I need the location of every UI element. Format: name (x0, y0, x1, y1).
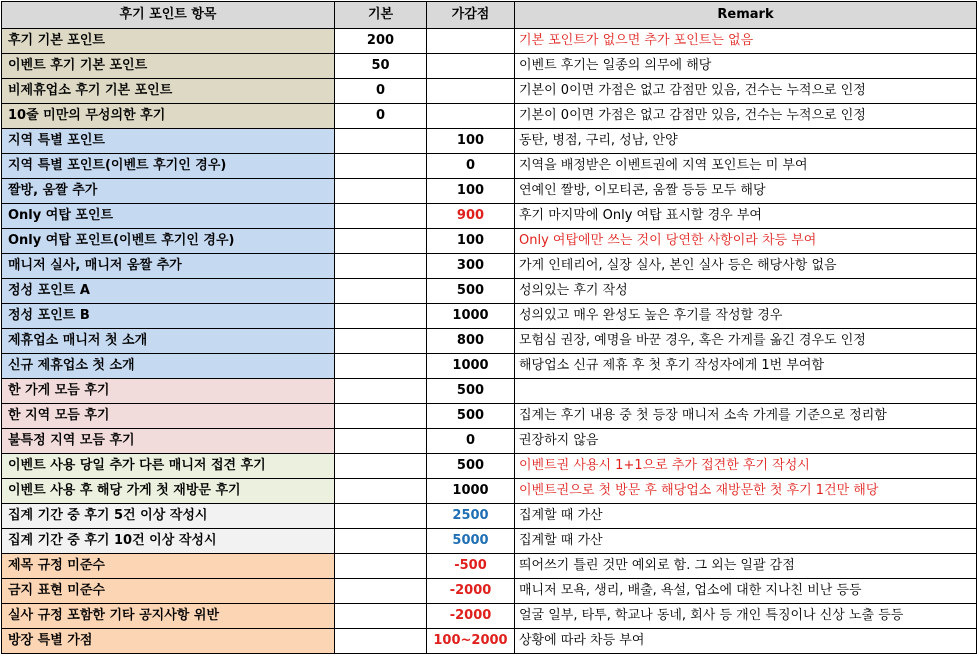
adjust-cell: -2000 (427, 579, 515, 604)
item-cell: 짤방, 움짤 추가 (2, 179, 335, 204)
item-cell: 집계 기간 중 후기 10건 이상 작성시 (2, 529, 335, 554)
remark-cell: 띄어쓰기 틀린 것만 예외로 함. 그 외는 일괄 감점 (515, 554, 977, 579)
remark-cell: 기본이 0이면 가점은 없고 감점만 있음, 건수는 누적으로 인정 (515, 104, 977, 129)
item-cell: 불특정 지역 모듬 후기 (2, 429, 335, 454)
base-cell (335, 404, 427, 429)
table-row (2, 304, 977, 329)
item-cell: 10줄 미만의 무성의한 후기 (2, 104, 335, 129)
adjust-cell: 1000 (427, 479, 515, 504)
table-row (2, 79, 977, 104)
adjust-cell: -500 (427, 554, 515, 579)
table-row (2, 454, 977, 479)
item-cell: 정성 포인트 A (2, 279, 335, 304)
item-cell: 후기 기본 포인트 (2, 29, 335, 54)
table-row (2, 579, 977, 604)
remark-cell: 집계는 후기 내용 중 첫 등장 매니저 소속 가게를 기준으로 정리함 (515, 404, 977, 429)
base-cell (335, 479, 427, 504)
table-row (2, 354, 977, 379)
base-cell: 50 (335, 54, 427, 79)
adjust-cell: 0 (427, 429, 515, 454)
item-cell: 한 가게 모듬 후기 (2, 379, 335, 404)
base-cell: 200 (335, 29, 427, 54)
remark-cell: 지역을 배정받은 이벤트권에 지역 포인트는 미 부여 (515, 154, 977, 179)
adjust-cell: 100 (427, 179, 515, 204)
adjust-cell: 300 (427, 254, 515, 279)
remark-cell (515, 379, 977, 404)
remark-cell: 기본이 0이면 가점은 없고 감점만 있음, 건수는 누적으로 인정 (515, 79, 977, 104)
item-cell: 이벤트 후기 기본 포인트 (2, 54, 335, 79)
table-row (2, 479, 977, 504)
adjust-cell (427, 29, 515, 54)
remark-cell: 이벤트권 사용시 1+1으로 추가 접견한 후기 작성시 (515, 454, 977, 479)
header-row (2, 2, 977, 29)
item-cell: 비제휴업소 후기 기본 포인트 (2, 79, 335, 104)
item-cell: 실사 규정 포함한 기타 공지사항 위반 (2, 604, 335, 629)
item-cell: 이벤트 사용 후 해당 가게 첫 재방문 후기 (2, 479, 335, 504)
adjust-cell: 100 (427, 129, 515, 154)
table-row (2, 179, 977, 204)
adjust-cell: -2000 (427, 604, 515, 629)
base-cell (335, 254, 427, 279)
table-row (2, 404, 977, 429)
adjust-cell: 500 (427, 279, 515, 304)
remark-cell: 성의있고 매우 완성도 높은 후기를 작성할 경우 (515, 304, 977, 329)
base-cell: 0 (335, 104, 427, 129)
remark-cell: 가게 인테리어, 실장 실사, 본인 실사 등은 해당사항 없음 (515, 254, 977, 279)
remark-cell: 해당업소 신규 제휴 후 첫 후기 작성자에게 1번 부여함 (515, 354, 977, 379)
remark-cell: Only 여탑에만 쓰는 것이 당연한 사항이라 차등 부여 (515, 229, 977, 254)
adjust-cell: 100 (427, 229, 515, 254)
adjust-cell: 1000 (427, 354, 515, 379)
base-cell (335, 129, 427, 154)
item-cell: Only 여탑 포인트 (2, 204, 335, 229)
remark-cell: 이벤트 후기는 일종의 의무에 해당 (515, 54, 977, 79)
remark-cell: 모험심 권장, 예명을 바꾼 경우, 혹은 가게를 옮긴 경우도 인정 (515, 329, 977, 354)
header-base: 기본 (335, 2, 427, 29)
table-row (2, 129, 977, 154)
base-cell (335, 379, 427, 404)
adjust-cell (427, 79, 515, 104)
adjust-cell: 100~2000 (427, 629, 515, 654)
adjust-cell: 0 (427, 154, 515, 179)
table-row (2, 379, 977, 404)
table-row (2, 329, 977, 354)
table-row (2, 104, 977, 129)
item-cell: 금지 표현 미준수 (2, 579, 335, 604)
item-cell: 한 지역 모듬 후기 (2, 404, 335, 429)
adjust-cell: 1000 (427, 304, 515, 329)
item-cell: 집계 기간 중 후기 5건 이상 작성시 (2, 504, 335, 529)
header-remark: Remark (515, 2, 977, 29)
adjust-cell: 500 (427, 454, 515, 479)
item-cell: 정성 포인트 B (2, 304, 335, 329)
remark-cell: 기본 포인트가 없으면 추가 포인트는 없음 (515, 29, 977, 54)
adjust-cell: 500 (427, 379, 515, 404)
remark-cell: 이벤트권으로 첫 방문 후 해당업소 재방문한 첫 후기 1건만 해당 (515, 479, 977, 504)
base-cell (335, 629, 427, 654)
remark-cell: 집계할 때 가산 (515, 504, 977, 529)
item-cell: 지역 특별 포인트(이벤트 후기인 경우) (2, 154, 335, 179)
base-cell (335, 154, 427, 179)
base-cell (335, 229, 427, 254)
table-row (2, 54, 977, 79)
remark-cell: 동탄, 병점, 구리, 성남, 안양 (515, 129, 977, 154)
remark-cell: 집계할 때 가산 (515, 529, 977, 554)
remark-cell: 상황에 따라 차등 부여 (515, 629, 977, 654)
item-cell: Only 여탑 포인트(이벤트 후기인 경우) (2, 229, 335, 254)
points-table (1, 1, 977, 654)
adjust-cell: 500 (427, 404, 515, 429)
base-cell (335, 354, 427, 379)
header-item: 후기 포인트 항목 (2, 2, 335, 29)
base-cell (335, 454, 427, 479)
base-cell: 0 (335, 79, 427, 104)
remark-cell: 얼굴 일부, 타투, 학교나 동네, 회사 등 개인 특징이나 신상 노출 등등 (515, 604, 977, 629)
remark-cell: 성의있는 후기 작성 (515, 279, 977, 304)
table-row (2, 604, 977, 629)
adjust-cell: 900 (427, 204, 515, 229)
table-row (2, 154, 977, 179)
item-cell: 매니저 실사, 매니저 움짤 추가 (2, 254, 335, 279)
table-row (2, 504, 977, 529)
remark-cell: 연예인 짤방, 이모티콘, 움짤 등등 모두 해당 (515, 179, 977, 204)
adjust-cell (427, 54, 515, 79)
base-cell (335, 279, 427, 304)
base-cell (335, 429, 427, 454)
item-cell: 신규 제휴업소 첫 소개 (2, 354, 335, 379)
header-adjust: 가감점 (427, 2, 515, 29)
item-cell: 방장 특별 가점 (2, 629, 335, 654)
table-row (2, 29, 977, 54)
base-cell (335, 604, 427, 629)
table-row (2, 254, 977, 279)
adjust-cell: 2500 (427, 504, 515, 529)
item-cell: 이벤트 사용 당일 추가 다른 매니저 접견 후기 (2, 454, 335, 479)
base-cell (335, 504, 427, 529)
table-row (2, 554, 977, 579)
base-cell (335, 579, 427, 604)
adjust-cell (427, 104, 515, 129)
remark-cell: 후기 마지막에 Only 여탑 표시할 경우 부여 (515, 204, 977, 229)
base-cell (335, 204, 427, 229)
table-row (2, 279, 977, 304)
base-cell (335, 529, 427, 554)
remark-cell: 권장하지 않음 (515, 429, 977, 454)
adjust-cell: 5000 (427, 529, 515, 554)
base-cell (335, 304, 427, 329)
table-row (2, 204, 977, 229)
remark-cell: 매니저 모욕, 생리, 배출, 욕설, 업소에 대한 지나친 비난 등등 (515, 579, 977, 604)
base-cell (335, 329, 427, 354)
item-cell: 지역 특별 포인트 (2, 129, 335, 154)
base-cell (335, 554, 427, 579)
adjust-cell: 800 (427, 329, 515, 354)
base-cell (335, 179, 427, 204)
table-row (2, 429, 977, 454)
table-row (2, 229, 977, 254)
item-cell: 제목 규정 미준수 (2, 554, 335, 579)
item-cell: 제휴업소 매니저 첫 소개 (2, 329, 335, 354)
table-row (2, 629, 977, 654)
table-row (2, 529, 977, 554)
